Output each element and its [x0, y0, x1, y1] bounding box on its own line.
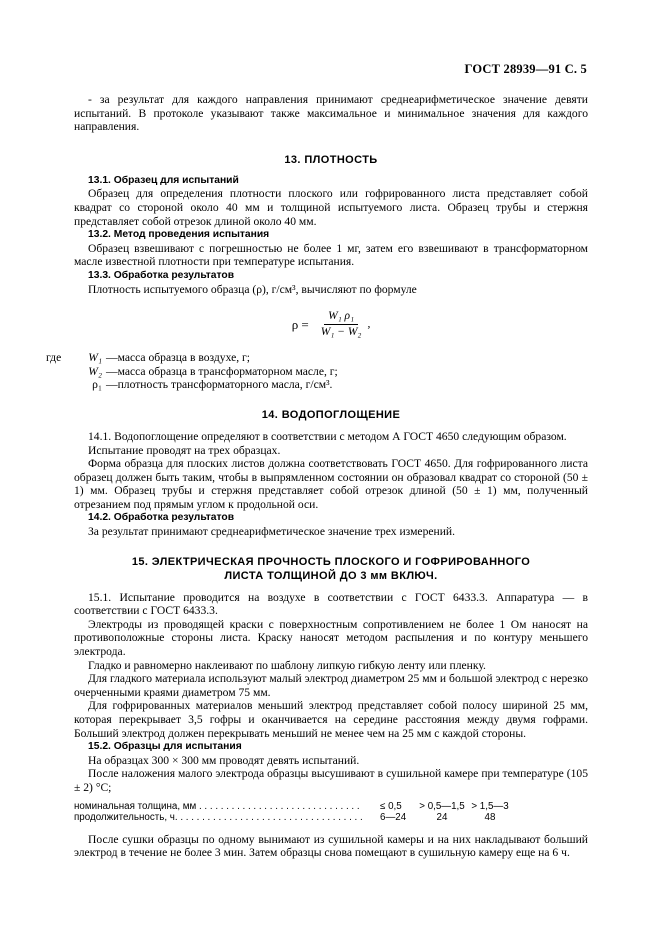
section-15-title-line2: ЛИСТА ТОЛЩИНОЙ ДО 3 мм ВКЛЮЧ. — [224, 569, 438, 582]
paragraph-14-2: За результат принимают среднеарифметическое значение трех измерений. — [88, 525, 456, 539]
legend-text: —плотность трансформаторного масла, г/см³. — [106, 378, 333, 392]
page-content — [46, 93, 588, 860]
paragraph-14-1: 14.1. Водопоглощение определяют в соответствии с методом А ГОСТ 4650 следующим образом. — [88, 429, 567, 443]
drying-table — [74, 801, 588, 824]
section-13-title: 13. ПЛОТНОСТЬ — [284, 153, 378, 166]
legend-row — [74, 378, 588, 392]
formula-legend — [46, 351, 588, 392]
table-cell-label: номинальная толщина, мм . . . . . . . . . . . . . . . . . . . . . . . . . . . . . . — [74, 800, 360, 812]
legend-text: —масса образца в трансформаторном масле, г; — [106, 364, 338, 378]
subsection-13-2: 13.2. Метод проведения испытания — [88, 229, 270, 241]
legend-text: —масса образца в воздухе, г; — [106, 351, 250, 365]
table-cell-label: продолжительность, ч. . . . . . . . . . . . . . . . . . . . . . . . . . . . . . . . . . . — [74, 812, 363, 824]
formula-tail: , — [367, 317, 371, 330]
legend-row — [74, 365, 588, 379]
paragraph-15-2c: После сушки образцы по одному вынимают из сушильной камеры и на них накладывают больший электрод в течение не более 3 мин. Затем образцы снова помещают в сушильную камеру еще на 6 ч. — [74, 832, 588, 860]
paragraph-15-1d: Для гладкого материала используют малый электрод диаметром 25 мм и большой электрод с нерезко очерченными краями диаметром 75 мм. — [74, 672, 588, 699]
table-cell: > 1,5—3 — [471, 800, 509, 812]
table-row — [74, 812, 588, 824]
paragraph-14-1c: Форма образца для плоских листов должна соответствовать ГОСТ 4650. Для гофрированного листа образец должен быть таким, чтобы в выпрямленном состоянии он образовал квадрат со стороной (50 ± 1) мм. Образец трубы и стержня представляет собой отрезок длиной (50 ± 1) мм, полученный отрезанием под прямым углом к продольной оси. — [74, 457, 588, 511]
formula-lhs: ρ = — [291, 316, 309, 332]
paragraph-15-1b: Электроды из проводящей краски с поверхностным сопротивлением не более 1 Ом наносят на противоположные стороны листа. Краску наносят методом распыления и по контуру меньшего электрода. — [74, 617, 588, 659]
intro-paragraph: - за результат для каждого направления принимают среднеарифметическое значение девяти испытаний. В протоколе указывают также максимальное и минимальное значения для каждого направления. — [74, 93, 588, 134]
paragraph-13-3: Плотность испытуемого образца (ρ), г/см³, вычисляют по формуле — [88, 282, 417, 296]
table-cell: 6—24 — [380, 812, 407, 824]
table-row — [74, 801, 588, 813]
subsection-14-2: 14.2. Обработка результатов — [88, 512, 235, 524]
table-cell: > 0,5—1,5 — [419, 800, 465, 812]
legend-row — [46, 351, 588, 365]
density-formula — [74, 310, 588, 339]
table-cell: 48 — [484, 812, 496, 824]
legend-prefix: где — [46, 351, 62, 365]
page-header: ГОСТ 28939—91 С. 5 — [464, 62, 587, 76]
paragraph-14-1b: Испытание проводят на трех образцах. — [88, 443, 281, 457]
subsection-13-3: 13.3. Обработка результатов — [88, 269, 235, 281]
paragraph-15-1: 15.1. Испытание проводится на воздухе в соответствии с ГОСТ 6433.3. Аппаратура — в соответствии с ГОСТ 6433.3. — [74, 590, 588, 618]
paragraph-13-2: Образец взвешивают с погрешностью не более 1 мг, затем его взвешивают в трансформаторном масле известной плотности при температуре испытания. — [74, 241, 588, 269]
paragraph-15-1e: Для гофрированных материалов меньший электрод представляет собой полосу шириной 25 мм, которая перекрывает 3,5 гофры и оканчивается на середине расстояния между двумя гофрами. Больший электрод должен перекрывать меньший не менее чем на 25 мм с каждой стороны. — [74, 699, 588, 740]
table-cell: 24 — [436, 812, 448, 824]
section-14-title: 14. ВОДОПОГЛОЩЕНИЕ — [261, 408, 401, 421]
paragraph-15-1c: Гладко и равномерно наклеивают по шаблону липкую гибкую ленту или пленку. — [88, 658, 486, 672]
paragraph-13-1: Образец для определения плотности плоского или гофрированного листа представляет собой квадрат со стороной около 40 мм и толщиной испытуемого листа. Образец трубы и стержня представляет собой отрезок длиной около 40 мм. — [74, 187, 588, 228]
formula-fraction — [317, 310, 366, 339]
legend-symbol: W₂ — [88, 364, 102, 378]
paragraph-15-2b: После наложения малого электрода образцы высушивают в сушильной камере при температуре (105 ± 2) °С; — [74, 767, 588, 794]
table-cell: ≤ 0,5 — [380, 800, 402, 812]
section-15-title-line1: 15. ЭЛЕКТРИЧЕСКАЯ ПРОЧНОСТЬ ПЛОСКОГО И ГОФРИРОВАННОГО — [131, 555, 531, 568]
subsection-15-2: 15.2. Образцы для испытания — [88, 741, 242, 753]
formula-numerator: W₁ ρ₁ — [324, 310, 358, 325]
legend-symbol: W₁ — [88, 351, 102, 365]
formula-denominator: W₁ − W₂ — [320, 326, 362, 339]
paragraph-15-2: На образцах 300 × 300 мм проводят девять испытаний. — [88, 753, 360, 767]
legend-symbol: ρ₁ — [92, 378, 102, 392]
subsection-13-1: 13.1. Образец для испытаний — [88, 174, 239, 186]
